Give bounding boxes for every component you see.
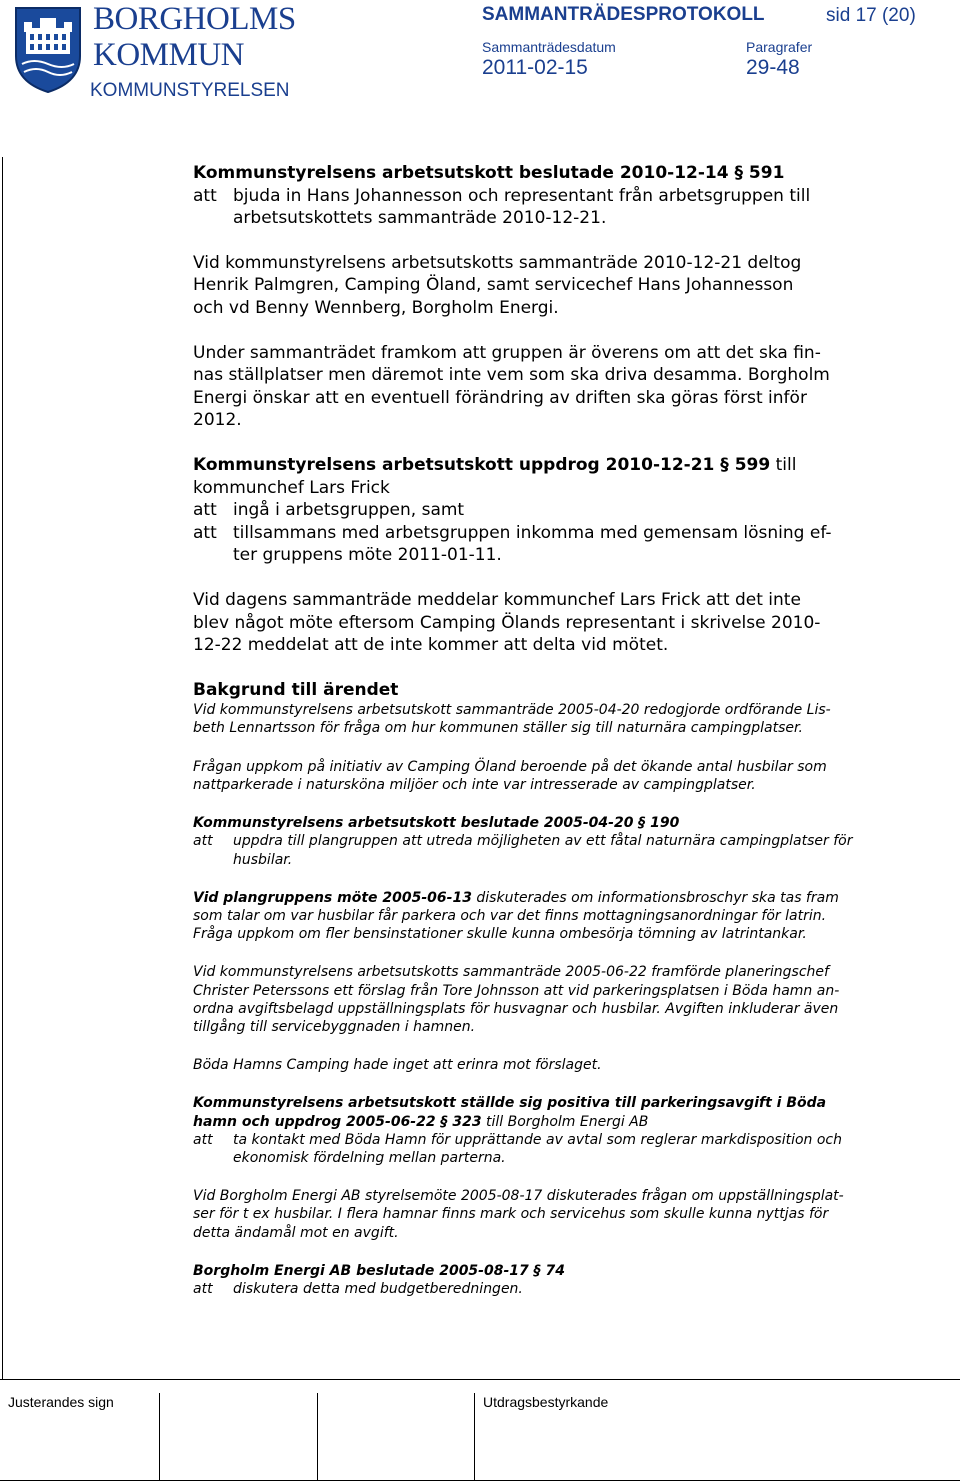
att-keyword: att (193, 500, 217, 521)
att-keyword: att (193, 1280, 213, 1297)
att-keyword: att (193, 833, 213, 850)
document-body (193, 162, 893, 1298)
decision-clause: tillsammans med arbetsgruppen inkomma med gemensam lösning ef- ter gruppens möte 2011-01-11. (233, 522, 832, 566)
meeting-date-value: 2011-02-15 (482, 56, 588, 79)
paragraph: Vid Borgholm Energi AB styrelsemöte 2005-08-17 diskuterades frågan om uppställningsplat- ser för t ex husbilar. I flera hamnar finns mark och servicehus som skulle kunna nyttjas för detta ändamål mot en avgift. (193, 1188, 844, 1241)
paragraph: Under sammanträdet framkom att gruppen är överens om att det ska fin- nas ställplatser men däremot inte vem som ska driva desamma. Borgholm Energi önskar att en eventuell förändring av driften ska göras först inför 2012. (193, 342, 830, 431)
decision-clause: ta kontakt med Böda Hamn för upprättande av avtal som reglerar markdisposition och ekonomisk fördelning mellan parterna. (233, 1131, 843, 1166)
decision-clause: diskutera detta med budgetberedningen. (233, 1280, 523, 1297)
department-name: KOMMUNSTYRELSEN (90, 80, 290, 101)
decision-block-5: Borgholm Energi AB beslutade 2005-08-17 § 74 att diskutera detta med budgetberedningen. (193, 1262, 893, 1298)
signature-label: Justerandes sign (8, 1394, 114, 1410)
paragraph: Vid dagens sammanträde meddelar kommunchef Lars Frick att det inte blev något möte eftersom Camping Ölands representant i skrivelse 2010- 12-22 meddelat att de inte kommer att delta vid mötet. (193, 589, 821, 656)
paragraphs-value: 29-48 (746, 56, 800, 79)
signature-cell-divider (474, 1393, 475, 1481)
paragraph: Vid kommunstyrelsens arbetsutskotts sammanträde 2010-12-21 deltog Henrik Palmgren, Camping Öland, samt servicechef Hans Johannesson och vd Benny Wennberg, Borgholm Energi. (193, 252, 802, 318)
page-number: sid 17 (20) (826, 5, 916, 26)
att-keyword: att (193, 1131, 213, 1148)
decision-clause: uppdra till plangruppen att utreda möjligheten av ett fåtal naturnära campingplatser för husbilar. (233, 833, 853, 868)
meeting-date-label: Sammanträdesdatum (482, 39, 616, 55)
logo-text-line1: BORGHOLMS (93, 1, 296, 37)
document-title: SAMMANTRÄDESPROTOKOLL (482, 4, 765, 25)
section-heading: Bakgrund till ärendet (193, 679, 399, 700)
paragraph: Vid plangruppens möte 2005-06-13 diskuterades om informationsbroschyr ska tas fram som talar om var husbilar får parkera och var det finns mottagningsanordningar för latrin. Fråga uppkom om fler bensinstationer skulle kunna ombesörja tömning av latrintankar. (193, 889, 839, 943)
decision-block-1 (193, 162, 893, 230)
paragraphs-label: Paragrafer (746, 39, 813, 55)
decision-clause: bjuda in Hans Johannesson och representant från arbetsgruppen till arbetsutskottets sammanträde 2010-12-21. (233, 185, 811, 229)
paragraph: Vid kommunstyrelsens arbetsutskotts sammanträde 2005-06-22 framförde planeringschef Christer Peterssons ett förslag från Tore Johnsson att vid parkeringsplatsen i Böda hamn an- ordna avgiftsbelagd uppställningsplats för husvagnar och husbilar. Avgiften inkluderar även tillgång till servicebyggnaden i hamnen. (193, 964, 840, 1035)
paragraph: Frågan uppkom på initiativ av Camping Öland beroende på det ökande antal husbilar som nattparkerade i natursköna miljöer och inte var intresserade av campingplatser. (193, 758, 827, 793)
decision-block-3: Kommunstyrelsens arbetsutskott beslutade 2005-04-20 § 190 att uppdra till plangruppen att utreda möjligheten av ett fåtal naturnära campingplatser för husbilar. (193, 814, 893, 869)
paragraph: Böda Hamns Camping hade inget att erinra mot förslaget. (193, 1057, 602, 1074)
decision-heading: Kommunstyrelsens arbetsutskott uppdrog 2010-12-21 § 599 (193, 454, 771, 475)
extract-certification-label: Utdragsbestyrkande (483, 1394, 609, 1410)
decision-clause: ingå i arbetsgruppen, samt (233, 500, 465, 521)
decision-block-4: Kommunstyrelsens arbetsutskott ställde sig positiva till parkeringsavgift i Böda hamn och uppdrog 2005-06-22 § 323 till Borgholm Energi AB att ta kontakt med Böda Hamn för upprättande av avtal som reglerar markdisposition och ekonomisk fördelning mellan parterna. (193, 1094, 893, 1167)
att-keyword: att (193, 185, 217, 206)
att-keyword: att (193, 522, 217, 543)
signature-cell-divider (159, 1393, 160, 1481)
footer-top-rule (0, 1379, 960, 1380)
paragraph: Vid kommunstyrelsens arbetsutskott sammanträde 2005-04-20 redogjorde ordförande Lis- beth Lennartsson för fråga om hur kommunen ställer sig till naturnära campingplatser. (193, 702, 831, 737)
decision-block-2: Kommunstyrelsens arbetsutskott uppdrog 2010-12-21 § 599 till kommunchef Lars Frick att ingå i arbetsgruppen, samt att tillsammans med arbetsgruppen inkomma med gemensam lösning ef- ter gruppens möte 2011-01-11. (193, 454, 893, 567)
signature-cell-divider (317, 1393, 318, 1481)
decision-heading: Kommunstyrelsens arbetsutskott beslutade 2010-12-14 § 591 (193, 163, 785, 183)
logo-text-line2: KOMMUN (93, 37, 245, 73)
municipal-crest-logo (10, 4, 86, 94)
left-margin-rule (2, 157, 3, 1380)
